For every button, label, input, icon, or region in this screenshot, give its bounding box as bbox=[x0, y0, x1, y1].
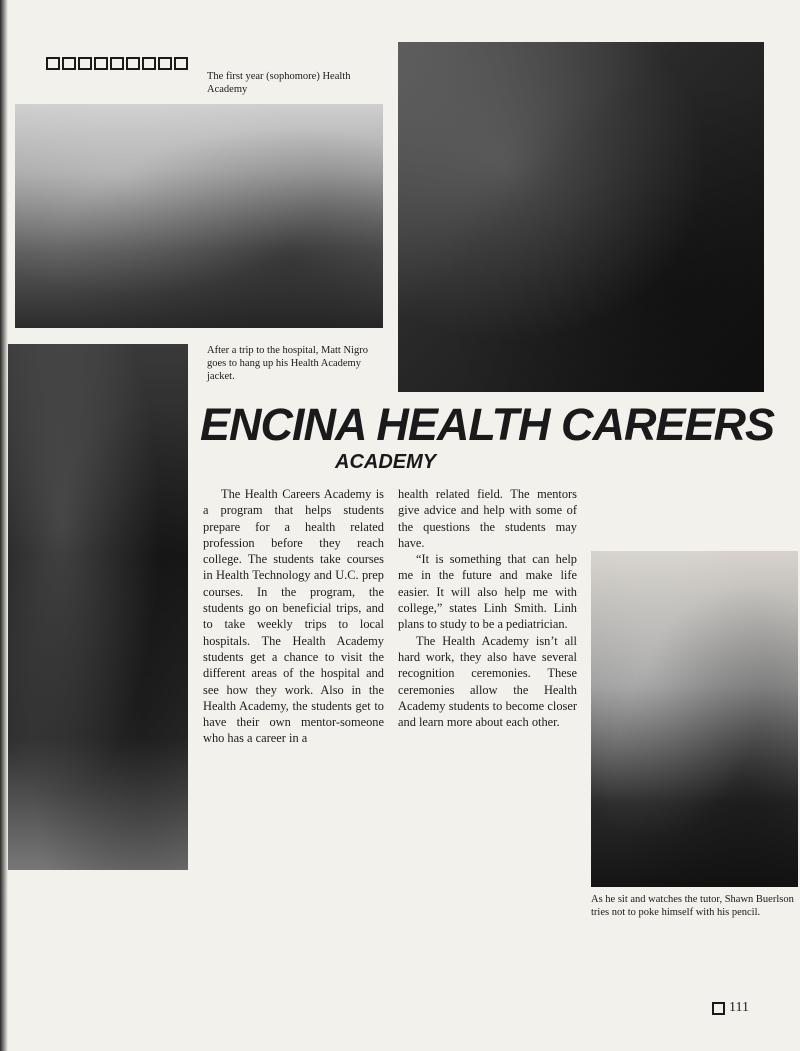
page-number bbox=[712, 1000, 749, 1016]
tutor-photo bbox=[591, 551, 798, 887]
decorative-box bbox=[142, 57, 156, 70]
decorative-box bbox=[46, 57, 60, 70]
page-fold-shadow bbox=[0, 0, 8, 1051]
decorative-box bbox=[158, 57, 172, 70]
article-title: ENCINA HEALTH CAREERS bbox=[200, 399, 775, 450]
decorative-box bbox=[94, 57, 108, 70]
tutor-photo-caption: As he sit and watches the tutor, Shawn Buerlson tries not to poke himself with his pencil. bbox=[591, 894, 794, 918]
article-column-1 bbox=[203, 486, 384, 747]
article-paragraph: The Health Academy isn’t all hard work, they also have several recognition ceremonies. These ceremonies allow the Health Academy students to become closer and learn more about each other. bbox=[398, 633, 577, 730]
decorative-box bbox=[78, 57, 92, 70]
article-column-2 bbox=[398, 486, 577, 730]
decorative-box bbox=[174, 57, 188, 70]
group-photo bbox=[15, 104, 383, 328]
article-paragraph: “It is something that can help me in the future and make life easier. It will also help me with college,” states Linh Smith. Linh plans to study to be a pediatrician. bbox=[398, 552, 577, 632]
hallway-photo bbox=[398, 42, 764, 392]
classroom-photo bbox=[8, 344, 188, 870]
article-paragraph: The Health Careers Academy is a program that helps students prepare for a health related profession before they reach college. The students take courses in Health Technology and U.C. prep courses. In the program, the students go on beneficial trips, and to take weekly trips to local hospitals. The Health Academy students get a chance to visit the different areas of the hospital and see how they work. Also in the Health Academy, the students get to have their own mentor-someone who has a career in a bbox=[203, 487, 384, 746]
decorative-box bbox=[712, 1002, 725, 1015]
hallway-photo-caption: After a trip to the hospital, Matt Nigro goes to hang up his Health Academy jacket. bbox=[207, 345, 368, 382]
decorative-box-row bbox=[46, 57, 189, 70]
page-number-text: 111 bbox=[729, 1000, 749, 1015]
decorative-box bbox=[110, 57, 124, 70]
article-paragraph: health related field. The mentors give advice and help with some of the questions the students may have. bbox=[398, 487, 577, 550]
group-photo-caption: The first year (sophomore) Health Academy bbox=[207, 71, 351, 95]
decorative-box bbox=[126, 57, 140, 70]
article-subtitle: ACADEMY bbox=[335, 451, 437, 473]
decorative-box bbox=[62, 57, 76, 70]
